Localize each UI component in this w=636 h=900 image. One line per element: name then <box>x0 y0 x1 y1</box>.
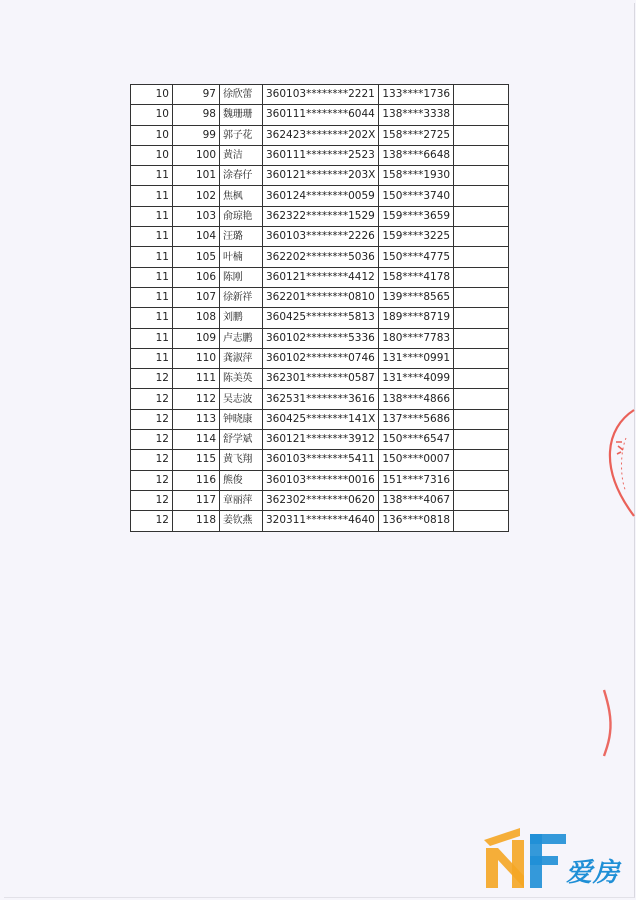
group-cell: 12 <box>131 369 173 389</box>
group-cell: 11 <box>131 186 173 206</box>
group-cell: 12 <box>131 490 173 510</box>
sequence-cell: 111 <box>173 369 220 389</box>
name-cell: 刘鹏 <box>220 308 263 328</box>
table-row <box>131 287 509 307</box>
roster-table <box>130 84 509 532</box>
group-cell: 11 <box>131 267 173 287</box>
phone-cell: 159****3659 <box>379 206 454 226</box>
name-cell: 钟晓康 <box>220 409 263 429</box>
pen-mark-icon <box>596 688 616 758</box>
phone-cell: 139****8565 <box>379 287 454 307</box>
table-row <box>131 125 509 145</box>
id-number-cell: 360103********0016 <box>263 470 379 490</box>
name-cell: 涂春仔 <box>220 166 263 186</box>
table-row <box>131 470 509 490</box>
group-cell: 11 <box>131 206 173 226</box>
watermark-text: 爱房 <box>566 858 621 888</box>
sequence-cell: 105 <box>173 247 220 267</box>
name-cell: 陈美英 <box>220 369 263 389</box>
note-cell <box>454 328 509 348</box>
id-number-cell: 362201********0810 <box>263 287 379 307</box>
table-row <box>131 227 509 247</box>
table-row <box>131 267 509 287</box>
note-cell <box>454 166 509 186</box>
sequence-cell: 118 <box>173 511 220 531</box>
group-cell: 12 <box>131 430 173 450</box>
group-cell: 11 <box>131 227 173 247</box>
name-cell: 熊俊 <box>220 470 263 490</box>
phone-cell: 150****4775 <box>379 247 454 267</box>
note-cell <box>454 470 509 490</box>
phone-cell: 131****4099 <box>379 369 454 389</box>
phone-cell: 137****5686 <box>379 409 454 429</box>
sequence-cell: 110 <box>173 348 220 368</box>
table-row <box>131 328 509 348</box>
note-cell <box>454 125 509 145</box>
phone-cell: 138****6648 <box>379 145 454 165</box>
phone-cell: 159****3225 <box>379 227 454 247</box>
phone-cell: 158****2725 <box>379 125 454 145</box>
id-number-cell: 360102********5336 <box>263 328 379 348</box>
phone-cell: 158****4178 <box>379 267 454 287</box>
name-cell: 黄飞翔 <box>220 450 263 470</box>
name-cell: 龚淑萍 <box>220 348 263 368</box>
note-cell <box>454 369 509 389</box>
group-cell: 12 <box>131 511 173 531</box>
sequence-cell: 99 <box>173 125 220 145</box>
group-cell: 11 <box>131 166 173 186</box>
phone-cell: 133****1736 <box>379 85 454 105</box>
phone-cell: 180****7783 <box>379 328 454 348</box>
sequence-cell: 117 <box>173 490 220 510</box>
group-cell: 10 <box>131 125 173 145</box>
id-number-cell: 320311********4640 <box>263 511 379 531</box>
id-number-cell: 360103********2221 <box>263 85 379 105</box>
table-row <box>131 490 509 510</box>
id-number-cell: 360121********3912 <box>263 430 379 450</box>
name-cell: 徐新祥 <box>220 287 263 307</box>
sequence-cell: 113 <box>173 409 220 429</box>
note-cell <box>454 450 509 470</box>
sequence-cell: 101 <box>173 166 220 186</box>
name-cell: 焦枫 <box>220 186 263 206</box>
note-cell <box>454 105 509 125</box>
id-number-cell: 360425********5813 <box>263 308 379 328</box>
seal-stamp-icon <box>596 408 636 518</box>
id-number-cell: 362322********1529 <box>263 206 379 226</box>
note-cell <box>454 409 509 429</box>
group-cell: 11 <box>131 328 173 348</box>
note-cell <box>454 227 509 247</box>
table-row <box>131 511 509 531</box>
table-row <box>131 206 509 226</box>
phone-cell: 150****6547 <box>379 430 454 450</box>
note-cell <box>454 348 509 368</box>
note-cell <box>454 267 509 287</box>
table-row <box>131 409 509 429</box>
name-cell: 汪璐 <box>220 227 263 247</box>
phone-cell: 138****4067 <box>379 490 454 510</box>
id-number-cell: 360124********0059 <box>263 186 379 206</box>
sequence-cell: 103 <box>173 206 220 226</box>
id-number-cell: 360121********203X <box>263 166 379 186</box>
table-row <box>131 247 509 267</box>
phone-cell: 150****3740 <box>379 186 454 206</box>
note-cell <box>454 511 509 531</box>
sequence-cell: 116 <box>173 470 220 490</box>
id-number-cell: 360111********2523 <box>263 145 379 165</box>
sequence-cell: 108 <box>173 308 220 328</box>
note-cell <box>454 206 509 226</box>
roster-table-body <box>131 85 509 532</box>
note-cell <box>454 287 509 307</box>
id-number-cell: 360425********141X <box>263 409 379 429</box>
phone-cell: 150****0007 <box>379 450 454 470</box>
id-number-cell: 362202********5036 <box>263 247 379 267</box>
phone-cell: 138****4866 <box>379 389 454 409</box>
group-cell: 11 <box>131 308 173 328</box>
name-cell: 黄洁 <box>220 145 263 165</box>
note-cell <box>454 145 509 165</box>
group-cell: 10 <box>131 105 173 125</box>
id-number-cell: 360102********0746 <box>263 348 379 368</box>
sequence-cell: 109 <box>173 328 220 348</box>
phone-cell: 131****0991 <box>379 348 454 368</box>
group-cell: 10 <box>131 85 173 105</box>
table-row <box>131 85 509 105</box>
group-cell: 10 <box>131 145 173 165</box>
group-cell: 12 <box>131 409 173 429</box>
note-cell <box>454 308 509 328</box>
id-number-cell: 360103********5411 <box>263 450 379 470</box>
group-cell: 11 <box>131 348 173 368</box>
note-cell <box>454 85 509 105</box>
id-number-cell: 362531********3616 <box>263 389 379 409</box>
name-cell: 章丽萍 <box>220 490 263 510</box>
sequence-cell: 98 <box>173 105 220 125</box>
table-row <box>131 369 509 389</box>
table-row <box>131 308 509 328</box>
sequence-cell: 106 <box>173 267 220 287</box>
group-cell: 12 <box>131 450 173 470</box>
phone-cell: 151****7316 <box>379 470 454 490</box>
name-cell: 陈刚 <box>220 267 263 287</box>
id-number-cell: 360103********2226 <box>263 227 379 247</box>
table-row <box>131 166 509 186</box>
table-row <box>131 186 509 206</box>
name-cell: 郭子花 <box>220 125 263 145</box>
table-row <box>131 348 509 368</box>
sequence-cell: 112 <box>173 389 220 409</box>
name-cell: 徐欣蕾 <box>220 85 263 105</box>
note-cell <box>454 186 509 206</box>
id-number-cell: 360111********6044 <box>263 105 379 125</box>
group-cell: 12 <box>131 389 173 409</box>
group-cell: 11 <box>131 247 173 267</box>
name-cell: 姜钦燕 <box>220 511 263 531</box>
id-number-cell: 362301********0587 <box>263 369 379 389</box>
name-cell: 俞琼艳 <box>220 206 263 226</box>
name-cell: 魏珊珊 <box>220 105 263 125</box>
table-row <box>131 389 509 409</box>
sequence-cell: 102 <box>173 186 220 206</box>
table-row <box>131 430 509 450</box>
name-cell: 叶楠 <box>220 247 263 267</box>
group-cell: 12 <box>131 470 173 490</box>
id-number-cell: 362423********202X <box>263 125 379 145</box>
note-cell <box>454 389 509 409</box>
sequence-cell: 115 <box>173 450 220 470</box>
name-cell: 舒学斌 <box>220 430 263 450</box>
note-cell <box>454 247 509 267</box>
phone-cell: 136****0818 <box>379 511 454 531</box>
phone-cell: 158****1930 <box>379 166 454 186</box>
sequence-cell: 104 <box>173 227 220 247</box>
name-cell: 吴志波 <box>220 389 263 409</box>
group-cell: 11 <box>131 287 173 307</box>
sequence-cell: 107 <box>173 287 220 307</box>
phone-cell: 189****8719 <box>379 308 454 328</box>
sequence-cell: 97 <box>173 85 220 105</box>
note-cell <box>454 490 509 510</box>
name-cell: 卢志鹏 <box>220 328 263 348</box>
id-number-cell: 360121********4412 <box>263 267 379 287</box>
phone-cell: 138****3338 <box>379 105 454 125</box>
sequence-cell: 114 <box>173 430 220 450</box>
table-row <box>131 105 509 125</box>
id-number-cell: 362302********0620 <box>263 490 379 510</box>
table-row <box>131 450 509 470</box>
note-cell <box>454 430 509 450</box>
table-row <box>131 145 509 165</box>
sequence-cell: 100 <box>173 145 220 165</box>
